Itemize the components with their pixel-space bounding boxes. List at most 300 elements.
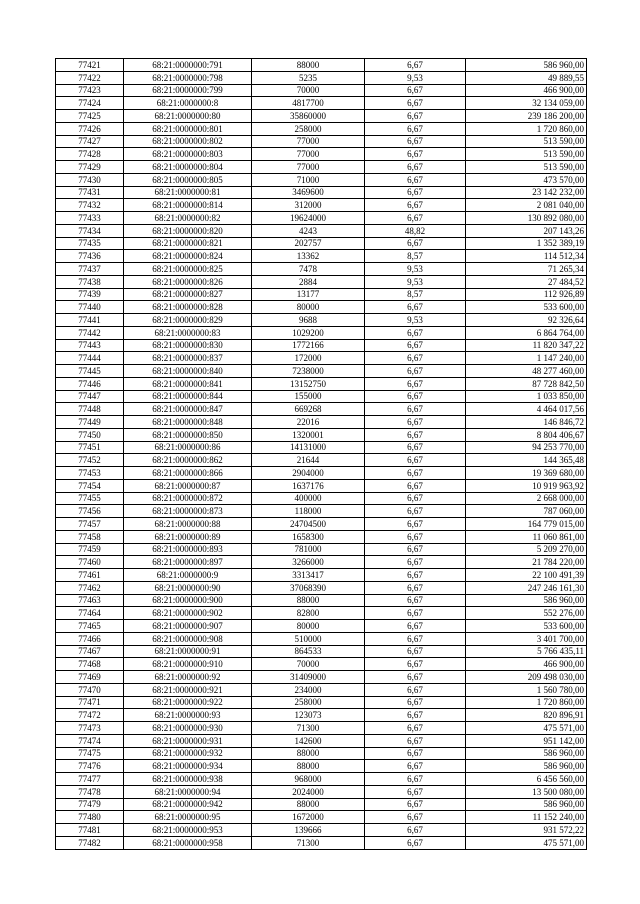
cadastral-number-cell: 68:21:0000000:910 xyxy=(124,658,252,671)
rate-value-cell: 6,67 xyxy=(365,428,466,441)
row-number-cell: 77434 xyxy=(56,224,124,237)
area-value-cell: 88000 xyxy=(252,59,365,72)
rate-value-cell: 6,67 xyxy=(365,454,466,467)
total-value-cell: 11 820 347,22 xyxy=(466,339,587,352)
rate-value-cell: 6,67 xyxy=(365,186,466,199)
row-number-cell: 77451 xyxy=(56,441,124,454)
rate-value-cell: 6,67 xyxy=(365,122,466,135)
total-value-cell: 466 900,00 xyxy=(466,658,587,671)
total-value-cell: 586 960,00 xyxy=(466,59,587,72)
total-value-cell: 5 209 270,00 xyxy=(466,543,587,556)
cadastral-number-cell: 68:21:0000000:791 xyxy=(124,59,252,72)
area-value-cell: 258000 xyxy=(252,122,365,135)
row-number-cell: 77429 xyxy=(56,161,124,174)
cadastral-number-cell: 68:21:0000000:87 xyxy=(124,479,252,492)
cadastral-number-cell: 68:21:0000000:92 xyxy=(124,671,252,684)
area-value-cell: 24704500 xyxy=(252,518,365,531)
area-value-cell: 142600 xyxy=(252,734,365,747)
cadastral-number-cell: 68:21:0000000:827 xyxy=(124,288,252,301)
area-value-cell: 155000 xyxy=(252,390,365,403)
rate-value-cell: 6,67 xyxy=(365,84,466,97)
area-value-cell: 71000 xyxy=(252,173,365,186)
total-value-cell: 22 100 491,39 xyxy=(466,569,587,582)
cadastral-number-cell: 68:21:0000000:93 xyxy=(124,709,252,722)
total-value-cell: 533 600,00 xyxy=(466,301,587,314)
rate-value-cell: 6,67 xyxy=(365,811,466,824)
table-row xyxy=(56,454,587,467)
total-value-cell: 11 060 861,00 xyxy=(466,530,587,543)
total-value-cell: 92 326,64 xyxy=(466,314,587,327)
total-value-cell: 32 134 059,00 xyxy=(466,97,587,110)
row-number-cell: 77457 xyxy=(56,518,124,531)
total-value-cell: 94 253 770,00 xyxy=(466,441,587,454)
total-value-cell: 951 142,00 xyxy=(466,734,587,747)
table-row xyxy=(56,148,587,161)
table-row xyxy=(56,377,587,390)
area-value-cell: 123073 xyxy=(252,709,365,722)
row-number-cell: 77423 xyxy=(56,84,124,97)
rate-value-cell: 6,67 xyxy=(365,760,466,773)
cadastral-number-cell: 68:21:0000000:922 xyxy=(124,696,252,709)
rate-value-cell: 6,67 xyxy=(365,59,466,72)
rate-value-cell: 6,67 xyxy=(365,505,466,518)
area-value-cell: 77000 xyxy=(252,135,365,148)
table-row xyxy=(56,352,587,365)
area-value-cell: 172000 xyxy=(252,352,365,365)
rate-value-cell: 6,67 xyxy=(365,479,466,492)
table-row xyxy=(56,314,587,327)
row-number-cell: 77459 xyxy=(56,543,124,556)
table-row xyxy=(56,97,587,110)
area-value-cell: 234000 xyxy=(252,683,365,696)
row-number-cell: 77473 xyxy=(56,722,124,735)
cadastral-number-cell: 68:21:0000000:897 xyxy=(124,556,252,569)
area-value-cell: 7238000 xyxy=(252,365,365,378)
cadastral-number-cell: 68:21:0000000:873 xyxy=(124,505,252,518)
row-number-cell: 77481 xyxy=(56,824,124,837)
table-row xyxy=(56,607,587,620)
table-row xyxy=(56,671,587,684)
cadastral-number-cell: 68:21:0000000:900 xyxy=(124,594,252,607)
total-value-cell: 130 892 080,00 xyxy=(466,212,587,225)
table-row xyxy=(56,59,587,72)
cadastral-number-cell: 68:21:0000000:934 xyxy=(124,760,252,773)
area-value-cell: 400000 xyxy=(252,492,365,505)
total-value-cell: 23 142 232,00 xyxy=(466,186,587,199)
total-value-cell: 1 720 860,00 xyxy=(466,696,587,709)
rate-value-cell: 6,67 xyxy=(365,798,466,811)
table-row xyxy=(56,122,587,135)
table-row xyxy=(56,594,587,607)
cadastral-number-cell: 68:21:0000000:844 xyxy=(124,390,252,403)
row-number-cell: 77443 xyxy=(56,339,124,352)
table-row xyxy=(56,467,587,480)
table-row xyxy=(56,811,587,824)
area-value-cell: 669268 xyxy=(252,403,365,416)
row-number-cell: 77450 xyxy=(56,428,124,441)
cadastral-number-cell: 68:21:0000000:866 xyxy=(124,467,252,480)
area-value-cell: 22016 xyxy=(252,416,365,429)
total-value-cell: 586 960,00 xyxy=(466,760,587,773)
area-value-cell: 118000 xyxy=(252,505,365,518)
rate-value-cell: 6,67 xyxy=(365,199,466,212)
total-value-cell: 207 143,26 xyxy=(466,224,587,237)
rate-value-cell: 6,67 xyxy=(365,173,466,186)
rate-value-cell: 6,67 xyxy=(365,683,466,696)
total-value-cell: 4 464 017,56 xyxy=(466,403,587,416)
table-row xyxy=(56,403,587,416)
cadastral-number-cell: 68:21:0000000:820 xyxy=(124,224,252,237)
cadastral-number-cell: 68:21:0000000:902 xyxy=(124,607,252,620)
table-row xyxy=(56,734,587,747)
total-value-cell: 820 896,91 xyxy=(466,709,587,722)
area-value-cell: 781000 xyxy=(252,543,365,556)
total-value-cell: 1 147 240,00 xyxy=(466,352,587,365)
row-number-cell: 77447 xyxy=(56,390,124,403)
total-value-cell: 6 456 560,00 xyxy=(466,773,587,786)
area-value-cell: 1772166 xyxy=(252,339,365,352)
rate-value-cell: 6,67 xyxy=(365,403,466,416)
rate-value-cell: 6,67 xyxy=(365,161,466,174)
total-value-cell: 513 590,00 xyxy=(466,161,587,174)
rate-value-cell: 48,82 xyxy=(365,224,466,237)
row-number-cell: 77439 xyxy=(56,288,124,301)
cadastral-number-cell: 68:21:0000000:803 xyxy=(124,148,252,161)
rate-value-cell: 6,67 xyxy=(365,709,466,722)
rate-value-cell: 6,67 xyxy=(365,581,466,594)
table-row xyxy=(56,543,587,556)
total-value-cell: 13 500 080,00 xyxy=(466,785,587,798)
row-number-cell: 77438 xyxy=(56,275,124,288)
row-number-cell: 77471 xyxy=(56,696,124,709)
rate-value-cell: 6,67 xyxy=(365,607,466,620)
total-value-cell: 466 900,00 xyxy=(466,84,587,97)
total-value-cell: 209 498 030,00 xyxy=(466,671,587,684)
cadastral-number-cell: 68:21:0000000:829 xyxy=(124,314,252,327)
row-number-cell: 77453 xyxy=(56,467,124,480)
rate-value-cell: 6,67 xyxy=(365,785,466,798)
table-row xyxy=(56,212,587,225)
cadastral-number-cell: 68:21:0000000:814 xyxy=(124,199,252,212)
area-value-cell: 258000 xyxy=(252,696,365,709)
total-value-cell: 71 265,34 xyxy=(466,263,587,276)
area-value-cell: 5235 xyxy=(252,71,365,84)
rate-value-cell: 6,67 xyxy=(365,543,466,556)
total-value-cell: 27 484,52 xyxy=(466,275,587,288)
rate-value-cell: 6,67 xyxy=(365,301,466,314)
table-row xyxy=(56,186,587,199)
cadastral-number-cell: 68:21:0000000:802 xyxy=(124,135,252,148)
row-number-cell: 77464 xyxy=(56,607,124,620)
table-row xyxy=(56,760,587,773)
area-value-cell: 1658300 xyxy=(252,530,365,543)
area-value-cell: 3469600 xyxy=(252,186,365,199)
row-number-cell: 77424 xyxy=(56,97,124,110)
area-value-cell: 82800 xyxy=(252,607,365,620)
total-value-cell: 475 571,00 xyxy=(466,722,587,735)
cadastral-number-cell: 68:21:0000000:88 xyxy=(124,518,252,531)
area-value-cell: 968000 xyxy=(252,773,365,786)
table-row xyxy=(56,135,587,148)
table-row xyxy=(56,199,587,212)
area-value-cell: 71300 xyxy=(252,722,365,735)
total-value-cell: 533 600,00 xyxy=(466,620,587,633)
table-row xyxy=(56,84,587,97)
total-value-cell: 473 570,00 xyxy=(466,173,587,186)
row-number-cell: 77476 xyxy=(56,760,124,773)
area-value-cell: 88000 xyxy=(252,594,365,607)
rate-value-cell: 6,67 xyxy=(365,530,466,543)
row-number-cell: 77442 xyxy=(56,326,124,339)
table-row xyxy=(56,161,587,174)
table-row xyxy=(56,263,587,276)
cadastral-number-cell: 68:21:0000000:83 xyxy=(124,326,252,339)
table-row xyxy=(56,237,587,250)
cadastral-number-cell: 68:21:0000000:893 xyxy=(124,543,252,556)
rate-value-cell: 6,67 xyxy=(365,632,466,645)
rate-value-cell: 6,67 xyxy=(365,97,466,110)
table-row xyxy=(56,326,587,339)
cadastral-number-cell: 68:21:0000000:932 xyxy=(124,747,252,760)
row-number-cell: 77446 xyxy=(56,377,124,390)
row-number-cell: 77474 xyxy=(56,734,124,747)
area-value-cell: 70000 xyxy=(252,84,365,97)
table-row xyxy=(56,492,587,505)
table-row xyxy=(56,173,587,186)
row-number-cell: 77479 xyxy=(56,798,124,811)
table-row xyxy=(56,556,587,569)
total-value-cell: 247 246 161,30 xyxy=(466,581,587,594)
total-value-cell: 112 926,89 xyxy=(466,288,587,301)
row-number-cell: 77430 xyxy=(56,173,124,186)
rate-value-cell: 9,53 xyxy=(365,314,466,327)
rate-value-cell: 6,67 xyxy=(365,467,466,480)
cadastral-number-cell: 68:21:0000000:907 xyxy=(124,620,252,633)
row-number-cell: 77425 xyxy=(56,110,124,123)
area-value-cell: 80000 xyxy=(252,301,365,314)
area-value-cell: 37068390 xyxy=(252,581,365,594)
table-row xyxy=(56,569,587,582)
row-number-cell: 77456 xyxy=(56,505,124,518)
row-number-cell: 77472 xyxy=(56,709,124,722)
area-value-cell: 1672000 xyxy=(252,811,365,824)
table-row xyxy=(56,747,587,760)
table-row xyxy=(56,798,587,811)
table-row xyxy=(56,773,587,786)
cadastral-number-cell: 68:21:0000000:921 xyxy=(124,683,252,696)
area-value-cell: 13362 xyxy=(252,250,365,263)
row-number-cell: 77455 xyxy=(56,492,124,505)
row-number-cell: 77432 xyxy=(56,199,124,212)
area-value-cell: 19624000 xyxy=(252,212,365,225)
table-row xyxy=(56,518,587,531)
area-value-cell: 1029200 xyxy=(252,326,365,339)
row-number-cell: 77458 xyxy=(56,530,124,543)
rate-value-cell: 6,67 xyxy=(365,339,466,352)
total-value-cell: 8 804 406,67 xyxy=(466,428,587,441)
cadastral-number-cell: 68:21:0000000:799 xyxy=(124,84,252,97)
total-value-cell: 475 571,00 xyxy=(466,836,587,849)
row-number-cell: 77426 xyxy=(56,122,124,135)
cadastral-number-cell: 68:21:0000000:825 xyxy=(124,263,252,276)
total-value-cell: 2 081 040,00 xyxy=(466,199,587,212)
row-number-cell: 77465 xyxy=(56,620,124,633)
cadastral-number-cell: 68:21:0000000:942 xyxy=(124,798,252,811)
rate-value-cell: 6,67 xyxy=(365,773,466,786)
table-row xyxy=(56,110,587,123)
area-value-cell: 2904000 xyxy=(252,467,365,480)
area-value-cell: 1637176 xyxy=(252,479,365,492)
cadastral-number-cell: 68:21:0000000:953 xyxy=(124,824,252,837)
total-value-cell: 48 277 460,00 xyxy=(466,365,587,378)
row-number-cell: 77462 xyxy=(56,581,124,594)
rate-value-cell: 6,67 xyxy=(365,645,466,658)
rate-value-cell: 6,67 xyxy=(365,441,466,454)
area-value-cell: 9688 xyxy=(252,314,365,327)
row-number-cell: 77440 xyxy=(56,301,124,314)
row-number-cell: 77460 xyxy=(56,556,124,569)
total-value-cell: 586 960,00 xyxy=(466,747,587,760)
area-value-cell: 35860000 xyxy=(252,110,365,123)
table-row xyxy=(56,722,587,735)
table-row xyxy=(56,620,587,633)
area-value-cell: 2024000 xyxy=(252,785,365,798)
area-value-cell: 31409000 xyxy=(252,671,365,684)
cadastral-number-cell: 68:21:0000000:89 xyxy=(124,530,252,543)
area-value-cell: 864533 xyxy=(252,645,365,658)
area-value-cell: 80000 xyxy=(252,620,365,633)
row-number-cell: 77435 xyxy=(56,237,124,250)
rate-value-cell: 6,67 xyxy=(365,212,466,225)
rate-value-cell: 6,67 xyxy=(365,352,466,365)
table-row xyxy=(56,505,587,518)
cadastral-number-cell: 68:21:0000000:958 xyxy=(124,836,252,849)
cadastral-number-cell: 68:21:0000000:840 xyxy=(124,365,252,378)
cadastral-number-cell: 68:21:0000000:94 xyxy=(124,785,252,798)
cadastral-number-cell: 68:21:0000000:801 xyxy=(124,122,252,135)
rate-value-cell: 6,67 xyxy=(365,416,466,429)
table-row xyxy=(56,709,587,722)
row-number-cell: 77448 xyxy=(56,403,124,416)
rate-value-cell: 6,67 xyxy=(365,518,466,531)
rate-value-cell: 6,67 xyxy=(365,671,466,684)
total-value-cell: 513 590,00 xyxy=(466,148,587,161)
row-number-cell: 77436 xyxy=(56,250,124,263)
total-value-cell: 49 889,55 xyxy=(466,71,587,84)
total-value-cell: 11 152 240,00 xyxy=(466,811,587,824)
total-value-cell: 164 779 015,00 xyxy=(466,518,587,531)
rate-value-cell: 6,67 xyxy=(365,492,466,505)
cadastral-number-cell: 68:21:0000000:931 xyxy=(124,734,252,747)
row-number-cell: 77421 xyxy=(56,59,124,72)
row-number-cell: 77441 xyxy=(56,314,124,327)
table-row xyxy=(56,250,587,263)
row-number-cell: 77480 xyxy=(56,811,124,824)
table-row xyxy=(56,645,587,658)
table-row xyxy=(56,365,587,378)
area-value-cell: 4243 xyxy=(252,224,365,237)
cadastral-number-cell: 68:21:0000000:804 xyxy=(124,161,252,174)
table-row xyxy=(56,683,587,696)
cadastral-number-cell: 68:21:0000000:95 xyxy=(124,811,252,824)
total-value-cell: 2 668 000,00 xyxy=(466,492,587,505)
area-value-cell: 2884 xyxy=(252,275,365,288)
table-row xyxy=(56,224,587,237)
total-value-cell: 787 060,00 xyxy=(466,505,587,518)
table-row xyxy=(56,581,587,594)
cadastral-number-cell: 68:21:0000000:930 xyxy=(124,722,252,735)
area-value-cell: 70000 xyxy=(252,658,365,671)
rate-value-cell: 6,67 xyxy=(365,836,466,849)
table-row xyxy=(56,479,587,492)
row-number-cell: 77461 xyxy=(56,569,124,582)
area-value-cell: 3313417 xyxy=(252,569,365,582)
rate-value-cell: 6,67 xyxy=(365,658,466,671)
total-value-cell: 1 720 860,00 xyxy=(466,122,587,135)
cadastral-number-cell: 68:21:0000000:830 xyxy=(124,339,252,352)
table-row xyxy=(56,632,587,645)
table-row xyxy=(56,530,587,543)
table-row xyxy=(56,275,587,288)
total-value-cell: 144 365,48 xyxy=(466,454,587,467)
rate-value-cell: 6,67 xyxy=(365,824,466,837)
row-number-cell: 77428 xyxy=(56,148,124,161)
table-row xyxy=(56,71,587,84)
row-number-cell: 77475 xyxy=(56,747,124,760)
rate-value-cell: 8,57 xyxy=(365,250,466,263)
table-row xyxy=(56,416,587,429)
rate-value-cell: 6,67 xyxy=(365,390,466,403)
table-row xyxy=(56,288,587,301)
row-number-cell: 77469 xyxy=(56,671,124,684)
rate-value-cell: 6,67 xyxy=(365,326,466,339)
cadastral-number-cell: 68:21:0000000:908 xyxy=(124,632,252,645)
rate-value-cell: 6,67 xyxy=(365,722,466,735)
row-number-cell: 77466 xyxy=(56,632,124,645)
rate-value-cell: 6,67 xyxy=(365,237,466,250)
total-value-cell: 1 352 389,19 xyxy=(466,237,587,250)
area-value-cell: 77000 xyxy=(252,161,365,174)
cadastral-number-cell: 68:21:0000000:81 xyxy=(124,186,252,199)
area-value-cell: 312000 xyxy=(252,199,365,212)
rate-value-cell: 8,57 xyxy=(365,288,466,301)
table-row xyxy=(56,428,587,441)
row-number-cell: 77454 xyxy=(56,479,124,492)
row-number-cell: 77449 xyxy=(56,416,124,429)
table-row xyxy=(56,301,587,314)
row-number-cell: 77470 xyxy=(56,683,124,696)
area-value-cell: 88000 xyxy=(252,760,365,773)
total-value-cell: 586 960,00 xyxy=(466,594,587,607)
cadastral-number-cell: 68:21:0000000:828 xyxy=(124,301,252,314)
rate-value-cell: 6,67 xyxy=(365,556,466,569)
total-value-cell: 3 401 700,00 xyxy=(466,632,587,645)
cadastral-number-cell: 68:21:0000000:821 xyxy=(124,237,252,250)
rate-value-cell: 6,67 xyxy=(365,148,466,161)
area-value-cell: 88000 xyxy=(252,798,365,811)
total-value-cell: 19 369 680,00 xyxy=(466,467,587,480)
row-number-cell: 77445 xyxy=(56,365,124,378)
total-value-cell: 1 033 850,00 xyxy=(466,390,587,403)
cadastral-number-cell: 68:21:0000000:91 xyxy=(124,645,252,658)
row-number-cell: 77467 xyxy=(56,645,124,658)
cadastral-number-cell: 68:21:0000000:82 xyxy=(124,212,252,225)
cadastral-value-table xyxy=(55,58,587,850)
total-value-cell: 114 512,34 xyxy=(466,250,587,263)
row-number-cell: 77431 xyxy=(56,186,124,199)
rate-value-cell: 9,53 xyxy=(365,275,466,288)
row-number-cell: 77482 xyxy=(56,836,124,849)
